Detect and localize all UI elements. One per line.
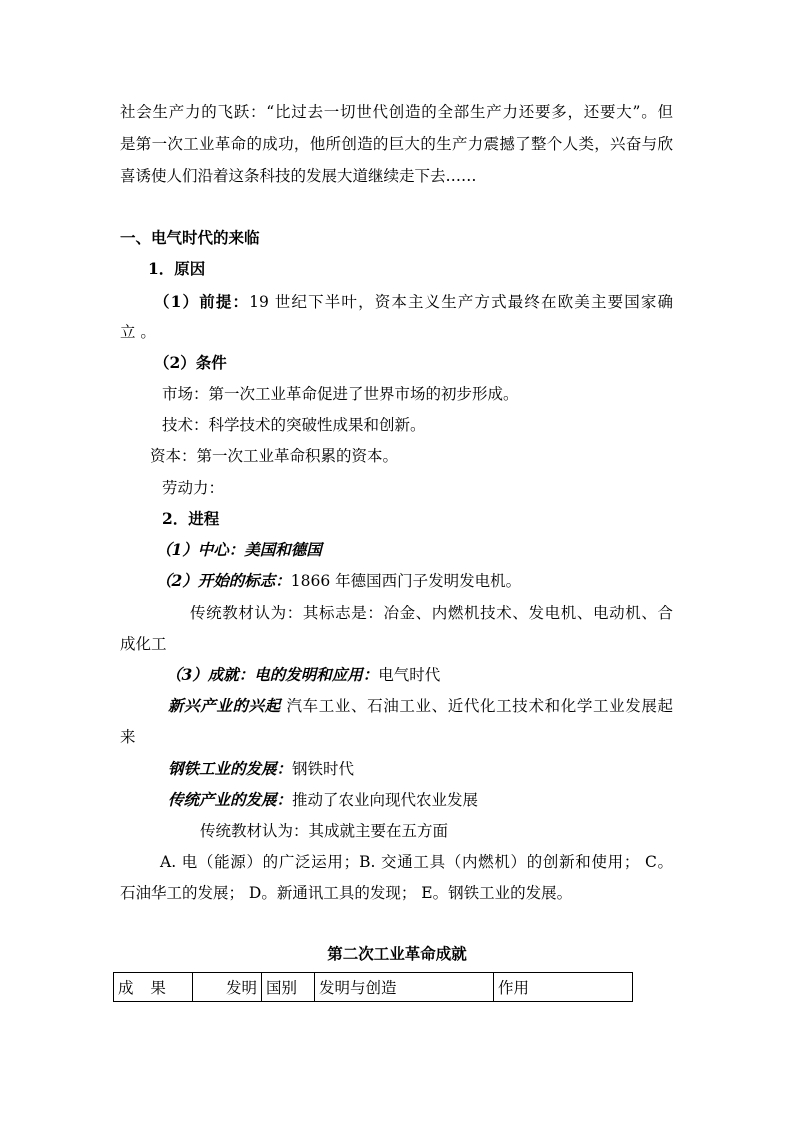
header-country: 国别 [262,973,315,1002]
steel-text: 钢铁时代 [292,760,355,778]
condition-technology: 技术：科学技术的突破性成果和创新。 [162,416,426,434]
textbook-view: 传统教材认为：其成就主要在五方面 [200,822,449,840]
condition-capital: 资本：第一次工业革命积累的资本。 [150,447,399,465]
header-invention: 发明 [193,973,262,1002]
section-heading: 一、电气时代的来临 [120,228,260,247]
traditional-industry-label: 传统产业的发展： [168,790,293,809]
premise-label: （1）前提： [154,292,250,311]
new-industry-text: 汽车工业、石油工业、近代化工技术和化学工业发展起 [280,697,673,715]
header-achievement: 成 果 [114,973,193,1002]
traditional-industry-text: 推动了农业向现代农业发展 [292,791,479,809]
cause-heading: 1．原因 [148,259,206,278]
process-heading: 2．进程 [162,509,220,528]
intro-line-1: 社会生产力的飞跃：“比过去一切世代创造的全部生产力还要多，还要大”。但 [120,103,673,121]
achievement-text: 电气时代 [378,666,441,684]
five-aspects-line-2: 石油华工的发展； D。新通讯工具的发现； E。钢铁工业的发展。 [120,884,573,902]
traditional-industry-line [168,790,478,810]
achievements-table [113,972,633,1002]
condition-labor: 劳动力： [162,479,225,497]
table-title: 第二次工业革命成就 [327,944,467,963]
conditions-heading: （2）条件 [154,353,227,372]
new-industry-label: 新兴产业的兴起 [168,696,281,715]
five-aspects-line-1: A. 电（能源）的广泛运用；B. 交通工具（内燃机）的创新和使用； C。 [160,853,673,871]
steel-label: 钢铁工业的发展： [168,759,293,778]
premise-line-1 [154,292,673,312]
premise-text: 19 世纪下半叶，资本主义生产方式最终在欧美主要国家确 [249,293,673,311]
new-industry-line-2: 来 [120,728,136,746]
achievement-line [166,665,440,685]
achievement-label: （3）成就：电的发明和应用： [166,665,379,684]
start-text: 1866 年德国西门子发明发电机。 [290,572,522,590]
premise-line-2: 立 。 [120,323,156,341]
start-label: （2）开始的标志： [156,571,291,590]
header-effect: 作用 [494,973,633,1002]
steel-line [168,759,354,779]
table-header-row [114,973,633,1002]
intro-line-2: 是第一次工业革命的成功，他所创造的巨大的生产力震撼了整个人类，兴奋与欣 [120,135,673,153]
process-center: （1）中心：美国和德国 [156,540,322,559]
process-start-line [156,571,521,591]
traditional-line-2: 成化工 [120,635,167,653]
new-industry-line-1 [168,696,673,716]
traditional-line-1: 传统教材认为：其标志是：冶金、内燃机技术、发电机、电动机、合 [190,604,673,622]
condition-market: 市场：第一次工业革命促进了世界市场的初步形成。 [162,385,519,403]
intro-line-3: 喜诱使人们沿着这条科技的发展大道继续走下去…… [120,167,477,185]
header-invention-creation: 发明与创造 [315,973,494,1002]
